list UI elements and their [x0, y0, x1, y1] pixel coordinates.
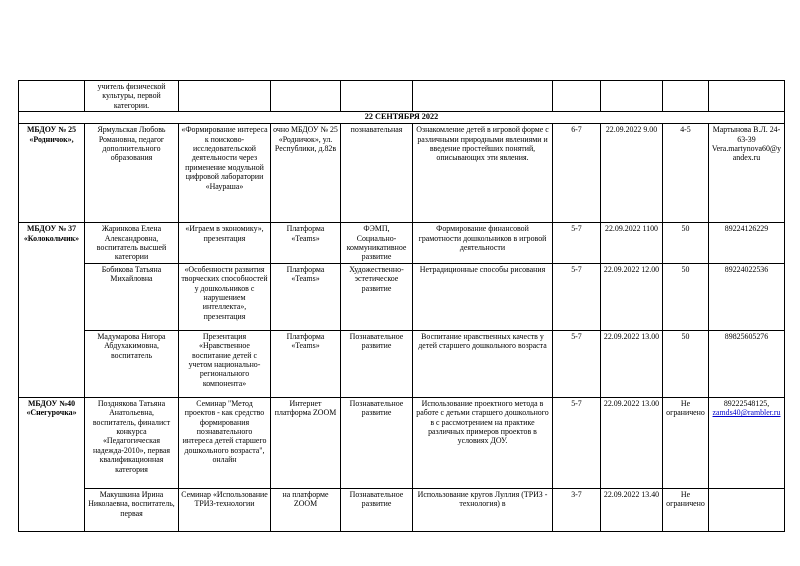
table-row	[19, 223, 785, 264]
cell-datetime: 22.09.2022 13.00	[601, 330, 663, 397]
cell-area: ФЭМП, Социально-коммуникативное развитие	[341, 223, 413, 264]
cell-topic: «Формирование интереса к поисково-исследовательской деятельности через применение модульной цифровой лаборатории «Наураша»	[179, 124, 271, 223]
cell-person: Позднякова Татьяна Анатольевна, воспитатель, финалист конкурса «Педагогическая надежда-2010», первая квалификационная категория	[85, 397, 179, 488]
cell-empty	[179, 81, 271, 112]
cell-datetime: 22.09.2022 13.00	[601, 397, 663, 488]
cell-person: Мадумарова Нигора Абдухакимовна, воспитатель	[85, 330, 179, 397]
cell-person: Макушкина Ирина Николаевна, воспитатель, первая	[85, 488, 179, 531]
cell-person: Ярмульская Любовь Романовна, педагог дополнительного образования	[85, 124, 179, 223]
cell-topic: «Особенности развития творческих способностей у дошкольников с нарушением интеллекта», презентация	[179, 263, 271, 330]
cell-age: 5-7	[553, 223, 601, 264]
cell-empty	[341, 81, 413, 112]
cell-count: 50	[663, 330, 709, 397]
cell-area: Художественно-эстетическое развитие	[341, 263, 413, 330]
date-header: 22 СЕНТЯБРЯ 2022	[19, 112, 785, 124]
cell-datetime: 22.09.2022 13.40	[601, 488, 663, 531]
cell-contact: Мартынова В.Л. 24-63-39 Vera.martynova60@yandex.ru	[709, 124, 785, 223]
cell-empty	[413, 81, 553, 112]
table-row	[19, 124, 785, 223]
cell-age: 5-7	[553, 330, 601, 397]
cell-contact	[709, 488, 785, 531]
cell-empty	[553, 81, 601, 112]
cell-empty	[601, 81, 663, 112]
cell-person: Жаринкова Елена Александровна, воспитатель высшей категории	[85, 223, 179, 264]
table-row-continuation	[19, 81, 785, 112]
cell-goal: Ознакомление детей в игровой форме с различными природными явлениями и введение простейших понятий, описывающих эти явления.	[413, 124, 553, 223]
cell-count: 50	[663, 223, 709, 264]
cell-empty	[663, 81, 709, 112]
cell-org: МБДОУ № 37 «Колокольчик»	[19, 223, 85, 398]
cell-datetime: 22.09.2022 12.00	[601, 263, 663, 330]
cell-topic: Семинар «Использование ТРИЗ-технологии	[179, 488, 271, 531]
cell-venue: Интернет платформа ZOOM	[271, 397, 341, 488]
cell-empty	[271, 81, 341, 112]
cell-org-empty	[19, 81, 85, 112]
cell-goal: Нетрадиционные способы рисования	[413, 263, 553, 330]
cell-topic: «Играем в экономику», презентация	[179, 223, 271, 264]
cell-datetime: 22.09.2022 9.00	[601, 124, 663, 223]
cell-goal: Воспитание нравственных качеств у детей старшего дошкольного возраста	[413, 330, 553, 397]
table-row	[19, 330, 785, 397]
cell-count: 4-5	[663, 124, 709, 223]
cell-age: 5-7	[553, 397, 601, 488]
cell-goal: Использование проектного метода в работе с детьми старшего дошкольного в с рассмотрением на практике различных примеров проектов в условиях ДОУ.	[413, 397, 553, 488]
cell-venue: Платформа «Teams»	[271, 263, 341, 330]
cell-contact: 89825605276	[709, 330, 785, 397]
cell-age: 6-7	[553, 124, 601, 223]
cell-age: 3-7	[553, 488, 601, 531]
cell-topic: Презентация «Нравственное воспитание детей с учетом национально-регионального компонента»	[179, 330, 271, 397]
cell-area: Познавательное развитие	[341, 488, 413, 531]
date-header-row	[19, 112, 785, 124]
cell-person: учитель физической культуры, первой категории.	[85, 81, 179, 112]
cell-area: Познавательное развитие	[341, 397, 413, 488]
cell-org: МБДОУ № 25 «Родничок»,	[19, 124, 85, 223]
cell-area: познавательная	[341, 124, 413, 223]
cell-datetime: 22.09.2022 1100	[601, 223, 663, 264]
cell-empty	[709, 81, 785, 112]
cell-venue: очно МБДОУ № 25 «Родничок», ул. Республики, д.82в	[271, 124, 341, 223]
cell-contact: 89224126229	[709, 223, 785, 264]
cell-goal: Формирование финансовой грамотности дошкольников в игровой деятельности	[413, 223, 553, 264]
cell-count: 50	[663, 263, 709, 330]
cell-contact	[709, 397, 785, 488]
cell-person: Бобикова Татьяна Михайловна	[85, 263, 179, 330]
contact-phone: 89222548125,	[723, 398, 770, 408]
cell-goal: Использование кругов Луллия (ТРИЗ - технология) в	[413, 488, 553, 531]
table-row	[19, 397, 785, 488]
cell-count: Не ограничено	[663, 397, 709, 488]
schedule-table	[18, 80, 785, 532]
cell-count: Не ограничено	[663, 488, 709, 531]
cell-org: МБДОУ №40 «Снегурочка»	[19, 397, 85, 531]
contact-email-link[interactable]: zamds40@rambler.ru	[712, 408, 781, 418]
table-row	[19, 488, 785, 531]
cell-area: Познавательное развитие	[341, 330, 413, 397]
cell-contact: 89224022536	[709, 263, 785, 330]
cell-age: 5-7	[553, 263, 601, 330]
cell-topic: Семинар "Метод проектов - как средство формирования познавательного интереса детей старшего дошкольного возраста", онлайн	[179, 397, 271, 488]
cell-venue: на платформе ZOOM	[271, 488, 341, 531]
cell-venue: Платформа «Teams»	[271, 330, 341, 397]
cell-venue: Платформа «Teams»	[271, 223, 341, 264]
table-row	[19, 263, 785, 330]
